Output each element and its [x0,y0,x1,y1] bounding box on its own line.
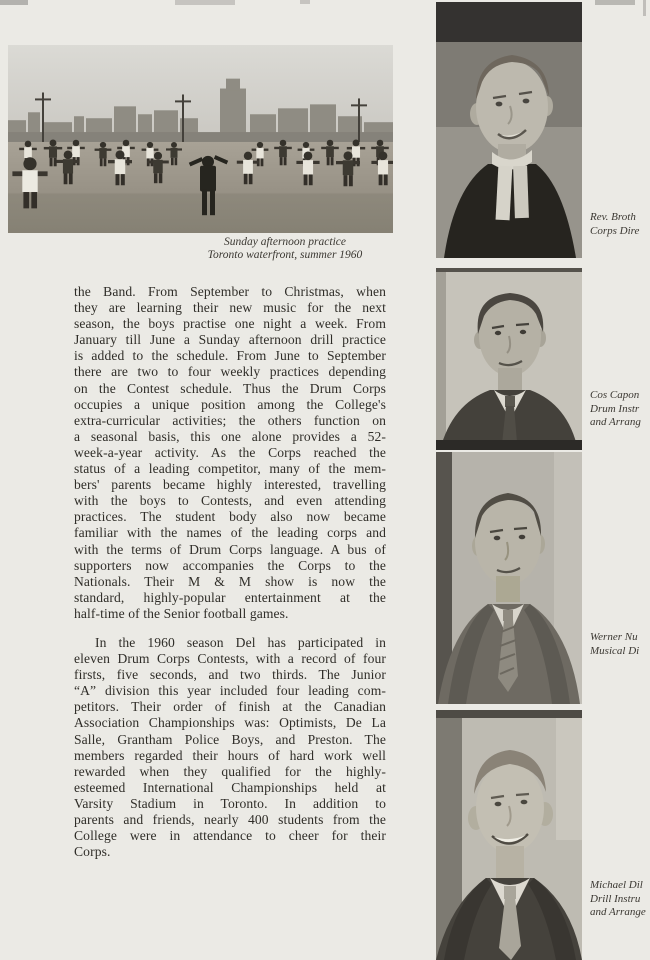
portrait-caption-corps-director: Rev. Broth Corps Dire [590,211,640,237]
photo-caption: Sunday afternoon practice Toronto waterfront, summer 1960 [207,236,363,261]
body-text [74,284,386,860]
portrait-photo-drill-instructor [436,710,582,960]
practice-photo-art [8,45,393,233]
practice-photo [8,45,393,233]
portrait-caption-drum-instructor: Cos Capon Drum Instr and Arrang [590,389,641,428]
scan-artifact [0,0,28,5]
scan-artifact [300,0,310,4]
portrait-caption-drill-instructor: Michael Dil Drill Instru and Arrange [590,879,646,918]
paragraph-2: In the 1960 season Del has participated in eleven Drum Corps Contests, with a record of four firsts, five seconds, and two thirds. The Junior “A” division this year included four leading com- petitors. Their order of finish at the Canadian Association Championships was: Optimists, De La Salle, Grantham Police Boys, and Preston. The members regarded their hours of hard work well rewarded when they qualified for the highly- esteemed International Championships held at Varsity Stadium in Toronto. In addition to parents and friends, nearly 400 students from the College were in attendance to cheer for their Corps. [74,634,386,860]
scan-artifact [643,0,646,16]
portrait-photo-musical-director [436,452,582,704]
scan-artifact [175,0,235,5]
paragraph-1: the Band. From September to Christmas, when they are learning their new music for the next season, the boys practise one night a week. From January till June a Sunday afternoon drill practice is added to the schedule. From June to September there are two to four weekly practices depending on the Contest schedule. Thus the Drum Corps occupies a unique position among the College's extra-curricular activities; the others function on a seasonal basis, this one alone provides a 52- week-a-year activity. As the Corps reached the status of a leading competitor, many of the mem- bers' parents became highly interested, travelling with the boys to Contests, and even attending practices. The student body also now became familiar with the names of the leading corps and with the terms of Drum Corps language. A bus of supporters now accompanies the Corps to the Nationals. Their M & M show is now the standard, highly-popular entertainment at the half-time of the Senior football games. [74,284,386,621]
portrait-photo-drum-instructor [436,268,582,450]
scan-artifact [595,0,635,5]
portrait-photo-corps-director [436,2,582,258]
portrait-caption-musical-director: Werner Nu Musical Di [590,631,640,657]
